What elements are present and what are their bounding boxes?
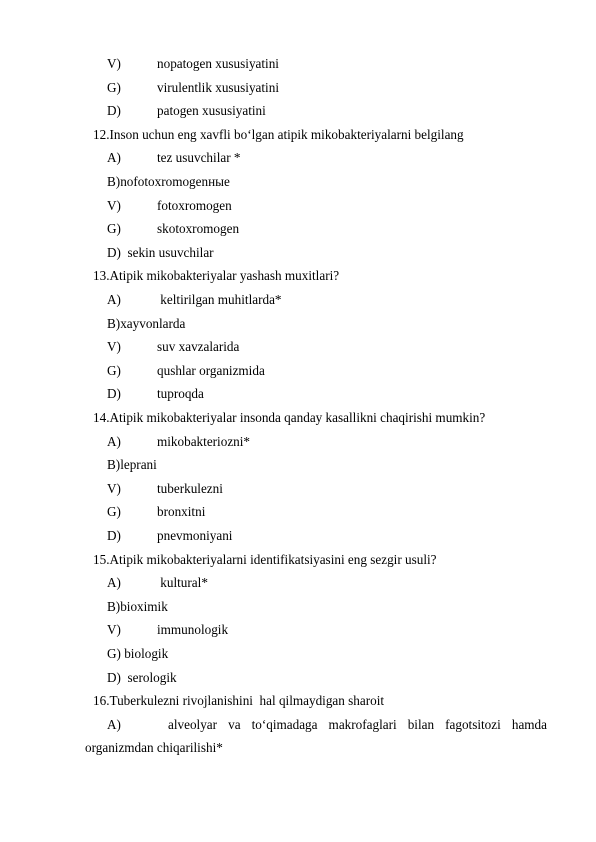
option-line — [107, 292, 282, 308]
option-line: G) biologik — [107, 646, 169, 661]
option-label: D) — [107, 528, 121, 543]
option-text: patogen xususiyatini — [157, 103, 266, 119]
option-text: tuproqda — [157, 386, 204, 402]
question-line: 15.Atipik mikobakteriyalarni identifikatsiyasini eng sezgir usuli? — [93, 551, 437, 567]
option-line — [107, 103, 266, 119]
option-line — [107, 575, 208, 591]
option-line — [107, 197, 232, 214]
question-line: 14.Atipik mikobakteriyalar insonda qanday kasallikni chaqirishi mumkin? — [93, 410, 486, 425]
option-text: bronxitni — [157, 504, 206, 520]
option-text: suv xavzalarida — [157, 339, 240, 355]
option-line: B)xayvonlarda — [107, 315, 186, 331]
option-line: B)leprani — [107, 457, 157, 473]
option-label: V) — [107, 339, 121, 355]
option-label: A) — [107, 433, 121, 449]
option-label: A) — [107, 292, 121, 307]
option-line — [107, 150, 241, 166]
option-line — [107, 622, 229, 638]
option-line: B)nofotoxromogenные — [107, 174, 230, 189]
option-text: alveolyar va to‘qimadaga makrofaglari bilan fagotsitozi hamda — [167, 716, 547, 732]
question-line: 12.Inson uchun eng xavfli bo‘lgan atipik mikobakteriyalarni belgilang — [93, 126, 464, 142]
option-label: A) — [107, 716, 121, 732]
option-line — [107, 717, 547, 733]
option-label: A) — [107, 575, 121, 591]
option-text: tez usuvchilar * — [157, 150, 241, 166]
option-line — [107, 221, 240, 237]
option-line — [107, 362, 265, 379]
option-text: immunologik — [157, 622, 229, 638]
option-label: G) — [107, 504, 121, 520]
option-line — [107, 433, 251, 450]
option-line: D) sekin usuvchilar — [107, 244, 214, 260]
option-text: nopatogen xususiyatini — [157, 56, 279, 71]
option-line — [107, 504, 206, 520]
option-text: tuberkulezni — [157, 480, 223, 496]
question-line: 16.Tuberkulezni rivojlanishini hal qilmaydigan sharoit — [93, 693, 385, 709]
option-label: A) — [107, 150, 121, 166]
option-text: keltirilgan muhitlarda* — [157, 292, 282, 307]
option-text: qushlar organizmida — [157, 362, 265, 378]
option-label: G) — [107, 221, 121, 237]
option-line: D) serologik — [107, 669, 177, 685]
option-text: skotoxromogen — [157, 221, 240, 237]
option-text: mikobakteriozni* — [157, 433, 251, 449]
option-label: V) — [107, 622, 121, 638]
option-line — [107, 480, 223, 497]
option-label: V) — [107, 197, 121, 213]
option-text: fotoxromogen — [157, 197, 232, 213]
option-label: V) — [107, 480, 121, 496]
option-continuation: organizmdan chiqarilishi* — [85, 740, 223, 756]
option-line — [107, 56, 279, 72]
question-line: 13.Atipik mikobakteriyalar yashash muxitlari? — [93, 268, 340, 284]
option-label: D) — [107, 386, 121, 402]
option-line — [107, 528, 233, 544]
option-label: D) — [107, 103, 121, 119]
option-label: G) — [107, 79, 121, 95]
option-line — [107, 386, 204, 402]
option-text: virulentlik xususiyatini — [157, 79, 279, 95]
option-label: G) — [107, 362, 121, 378]
option-label: V) — [107, 56, 121, 71]
option-line: B)bioximik — [107, 598, 168, 614]
option-text: kultural* — [157, 575, 208, 591]
option-text: pnevmoniyani — [157, 528, 233, 543]
option-line — [107, 79, 279, 96]
option-line — [107, 339, 240, 355]
